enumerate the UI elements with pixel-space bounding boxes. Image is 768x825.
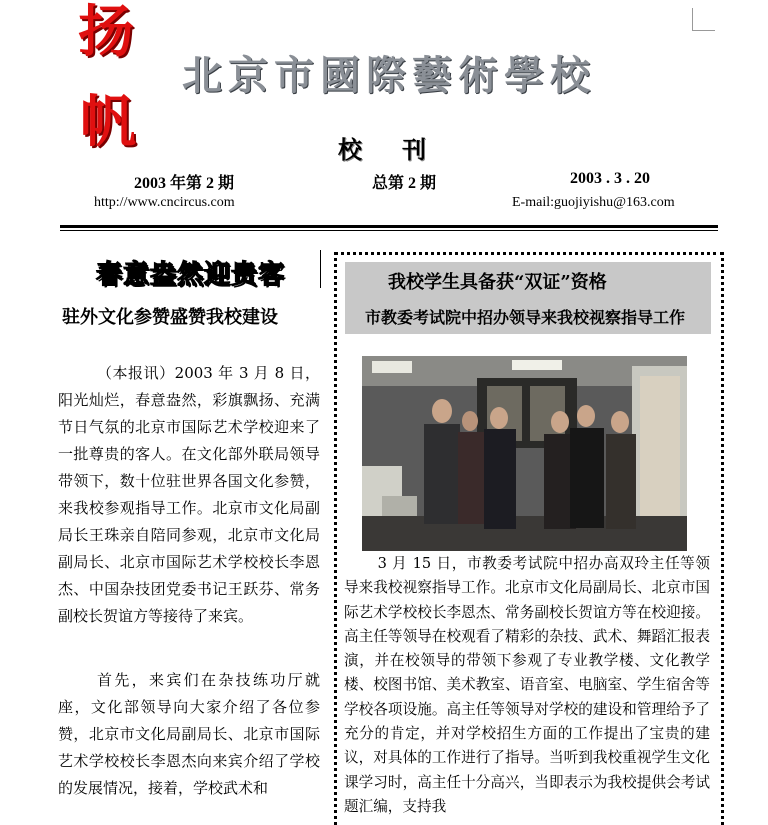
masthead-char-fan: 帆 [80, 89, 136, 155]
email-address[interactable]: E-mail:guojiyishu@163.com [512, 195, 675, 210]
left-paragraph-2: 首先，来宾们在杂技练功厅就座，文化部领导向大家介绍了各位参赞，北京市文化局副局长、北京市国际艺术学校校长李恩杰向来宾介绍了学校的发展情况，接着，学校武术和 [58, 671, 320, 797]
issue-date: 2003 . 3 . 20 [570, 170, 650, 187]
right-subheadline: 市教委考试院中招办领导来我校视察指导工作 [365, 308, 686, 327]
right-headline: 我校学生具备获“双证”资格 [388, 272, 607, 293]
year-issue: 2003 年第 2 期 [134, 175, 235, 192]
journal-label: 校刊 [338, 135, 466, 164]
photo-illustration [362, 356, 687, 551]
right-paragraph-1: 3 月 15 日，市教委考试院中招办高双玲主任等领导来我校视察指导工作。北京市文化局副局长、北京市国际艺术学校校长李恩杰、常务副校长贺谊方等在校迎接。高主任等领导在校观看了精彩的杂技、武术、舞蹈汇报表演，并在校领导的带领下参观了专业教学楼、文化教学楼、校图书馆、美术教室、语音室、电脑室、学生宿舍等学校各项设施。高主任等领导对学校的建设和管理给予了充分的肯定，并对学校招生方面的工作提出了宝贵的建议，对具体的工作进行了指导。当听到我校重视学生文化课学习时，高主任十分高兴，当即表示为我校提供会考试题汇编，支持我 [344, 555, 710, 815]
left-subheadline: 驻外文化参赞盛赞我校建设 [62, 307, 278, 328]
total-issue: 总第 2 期 [372, 175, 437, 192]
page-corner-mark [692, 8, 715, 31]
header-rule-thin [60, 230, 718, 231]
website-url[interactable]: http://www.cncircus.com [94, 195, 235, 210]
masthead-char-yang: 扬 [78, 0, 134, 65]
school-name: 北京市國際藝術學校 [182, 52, 596, 99]
headline-cursor-line [320, 250, 321, 288]
visiting-officials-photo [362, 356, 687, 551]
left-headline: 春意盎然迎贵客 [96, 260, 286, 290]
left-paragraph-1: （本报讯）2003 年 3 月 8 日，阳光灿烂，春意盎然，彩旗飘扬、充满节日气氛的北京市国际艺术学校迎来了一批尊贵的客人。在文化部外联局领导带领下，数十位驻世界各国文化参赞，来我校参观指导工作。北京市文化局副局长王珠亲自陪同参观，北京市文化局副局长、北京市国际艺术学校校长李恩杰、中国杂技团党委书记王跃芬、常务副校长贺谊方等接待了来宾。 [58, 364, 320, 625]
header-rule-thick [60, 225, 718, 228]
